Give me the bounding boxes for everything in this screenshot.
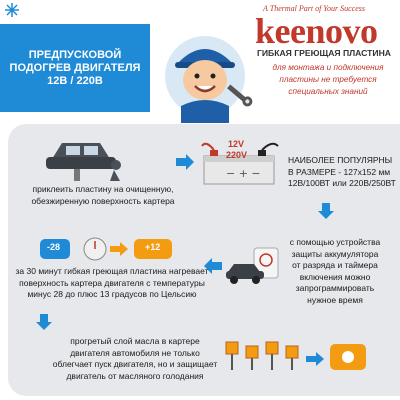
header-title-line: ПОДОГРЕВ ДВИГАТЕЛЯ — [9, 61, 141, 74]
voltage-220v-label: 220V — [226, 150, 248, 160]
step-line: за 30 минут гибкая греющая пластина нагревает — [15, 266, 209, 276]
snowflake-icon — [4, 2, 20, 23]
step-line: поверхность картера двигателя с температуры — [19, 277, 205, 288]
note-line: пластины не требуется — [279, 75, 377, 84]
arrow-right-icon — [176, 154, 194, 175]
step-line: защиты аккумулятора — [291, 248, 379, 259]
header-title-box — [0, 24, 150, 112]
step-line: обезжиренную поверхность картера — [31, 195, 175, 206]
step-line: запрограммировать — [295, 283, 375, 293]
step-line: 12В/100ВТ или 220В/250ВТ — [288, 178, 396, 188]
step-line: двигателя автомобиля не только — [70, 347, 200, 358]
step-line: НАИБОЛЕЕ ПОПУЛЯРНЫ — [288, 155, 393, 165]
header-title-line: 12В / 220В — [47, 74, 103, 87]
brand-tagline: A Thermal Part of Your Success — [263, 4, 366, 13]
step-line: с помощью устройства — [289, 237, 381, 247]
step-line: В РАЗМЕРЕ - 127х152 мм — [288, 166, 391, 177]
brand-subtitle: ГИБКАЯ ГРЕЮЩАЯ ПЛАСТИНА — [257, 48, 391, 58]
header-title-line: ПРЕДПУСКОВОЙ — [28, 48, 122, 61]
car-timer-illustration — [226, 246, 280, 291]
step-line: включения можно — [299, 271, 371, 282]
step-3-text — [280, 237, 390, 306]
arrow-down-icon — [36, 314, 52, 335]
gauge-cold-value: -28 — [47, 242, 61, 252]
note-line: специальных знаний — [288, 87, 368, 96]
installation-note — [256, 62, 400, 98]
step-1-text — [28, 184, 178, 207]
step-4-text — [12, 266, 212, 301]
svg-text:− + −: − + − — [226, 167, 261, 180]
engine-pistons-illustration — [222, 336, 372, 385]
step-5-text — [50, 336, 220, 382]
step-line: минус 28 до плюс 13 градусов по Цельсию — [27, 289, 197, 299]
step-2-text — [288, 155, 400, 190]
car-lift-illustration — [44, 135, 130, 188]
step-line: нужное время — [307, 294, 363, 305]
mechanic-mascot-illustration — [155, 28, 255, 128]
gauge-hot-value: +12 — [145, 242, 161, 252]
step-line: облегчает пуск двигателя, но и защищает — [52, 359, 218, 369]
brand-logo-text: keenovo — [255, 11, 378, 51]
voltage-12v-label: 12V — [228, 139, 245, 149]
step-line: от разряда и таймера — [292, 260, 378, 270]
note-line: для монтажа и подключения — [272, 63, 384, 72]
arrow-down-icon — [318, 203, 334, 224]
step-line: прогретый слой масла в картере — [70, 336, 200, 346]
step-line: двигатель от масляного голодания — [66, 370, 204, 381]
step-line: приклеить пластину на очищенную, — [32, 184, 174, 194]
